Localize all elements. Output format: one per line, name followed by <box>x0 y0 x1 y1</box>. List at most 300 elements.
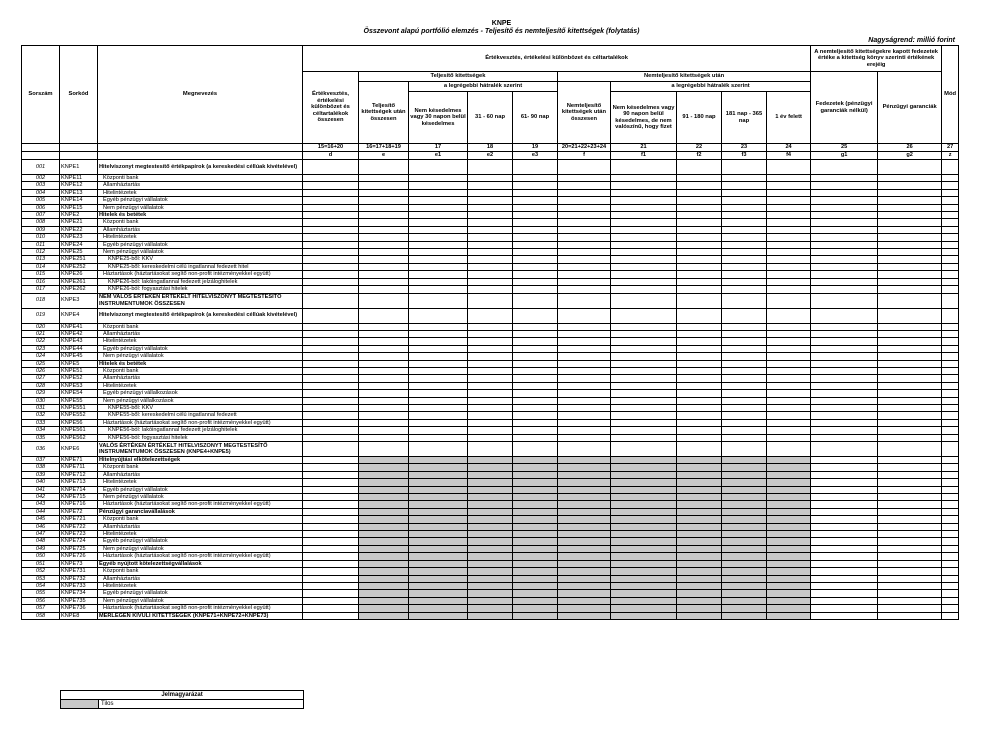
data-cell[interactable] <box>611 471 677 478</box>
data-cell[interactable] <box>611 345 677 352</box>
data-cell[interactable] <box>722 531 767 538</box>
data-cell[interactable] <box>303 605 359 612</box>
data-cell[interactable] <box>303 575 359 582</box>
data-cell[interactable] <box>359 486 409 493</box>
data-cell[interactable] <box>409 226 468 233</box>
data-cell[interactable] <box>409 263 468 270</box>
data-cell[interactable] <box>942 494 959 501</box>
data-cell[interactable] <box>811 375 878 382</box>
data-cell[interactable] <box>677 419 722 426</box>
data-cell[interactable] <box>878 427 942 434</box>
data-cell[interactable] <box>558 486 611 493</box>
data-cell[interactable] <box>558 479 611 486</box>
data-cell[interactable] <box>677 597 722 604</box>
data-cell[interactable] <box>677 353 722 360</box>
data-cell[interactable] <box>677 457 722 464</box>
data-cell[interactable] <box>942 560 959 567</box>
data-cell[interactable] <box>468 560 513 567</box>
data-cell[interactable] <box>722 471 767 478</box>
data-cell[interactable] <box>513 494 558 501</box>
data-cell[interactable] <box>611 360 677 367</box>
data-cell[interactable] <box>878 553 942 560</box>
data-cell[interactable] <box>811 590 878 597</box>
data-cell[interactable] <box>767 263 811 270</box>
data-cell[interactable] <box>767 412 811 419</box>
data-cell[interactable] <box>677 204 722 211</box>
data-cell[interactable] <box>513 330 558 337</box>
data-cell[interactable] <box>811 605 878 612</box>
data-cell[interactable] <box>811 427 878 434</box>
data-cell[interactable] <box>513 516 558 523</box>
data-cell[interactable] <box>811 568 878 575</box>
data-cell[interactable] <box>409 286 468 293</box>
data-cell[interactable] <box>767 486 811 493</box>
data-cell[interactable] <box>677 241 722 248</box>
data-cell[interactable] <box>303 612 359 619</box>
data-cell[interactable] <box>409 457 468 464</box>
data-cell[interactable] <box>811 278 878 285</box>
data-cell[interactable] <box>468 293 513 308</box>
data-cell[interactable] <box>409 175 468 182</box>
data-cell[interactable] <box>942 516 959 523</box>
data-cell[interactable] <box>942 219 959 226</box>
data-cell[interactable] <box>558 160 611 175</box>
data-cell[interactable] <box>303 160 359 175</box>
data-cell[interactable] <box>811 412 878 419</box>
data-cell[interactable] <box>558 323 611 330</box>
data-cell[interactable] <box>722 442 767 457</box>
data-cell[interactable] <box>303 590 359 597</box>
data-cell[interactable] <box>558 501 611 508</box>
data-cell[interactable] <box>303 523 359 530</box>
data-cell[interactable] <box>677 182 722 189</box>
data-cell[interactable] <box>811 582 878 589</box>
data-cell[interactable] <box>677 323 722 330</box>
data-cell[interactable] <box>468 271 513 278</box>
data-cell[interactable] <box>409 568 468 575</box>
data-cell[interactable] <box>611 494 677 501</box>
data-cell[interactable] <box>942 353 959 360</box>
data-cell[interactable] <box>677 175 722 182</box>
data-cell[interactable] <box>611 612 677 619</box>
data-cell[interactable] <box>558 367 611 374</box>
data-cell[interactable] <box>767 375 811 382</box>
data-cell[interactable] <box>611 412 677 419</box>
data-cell[interactable] <box>611 353 677 360</box>
data-cell[interactable] <box>878 286 942 293</box>
data-cell[interactable] <box>303 219 359 226</box>
data-cell[interactable] <box>942 486 959 493</box>
data-cell[interactable] <box>722 234 767 241</box>
data-cell[interactable] <box>513 323 558 330</box>
data-cell[interactable] <box>677 508 722 515</box>
data-cell[interactable] <box>359 545 409 552</box>
data-cell[interactable] <box>303 175 359 182</box>
data-cell[interactable] <box>878 397 942 404</box>
data-cell[interactable] <box>722 278 767 285</box>
data-cell[interactable] <box>677 338 722 345</box>
data-cell[interactable] <box>767 553 811 560</box>
data-cell[interactable] <box>513 182 558 189</box>
data-cell[interactable] <box>942 531 959 538</box>
data-cell[interactable] <box>677 442 722 457</box>
data-cell[interactable] <box>468 189 513 196</box>
data-cell[interactable] <box>558 471 611 478</box>
data-cell[interactable] <box>513 560 558 567</box>
data-cell[interactable] <box>409 538 468 545</box>
data-cell[interactable] <box>942 419 959 426</box>
data-cell[interactable] <box>767 204 811 211</box>
data-cell[interactable] <box>811 204 878 211</box>
data-cell[interactable] <box>811 442 878 457</box>
data-cell[interactable] <box>767 286 811 293</box>
data-cell[interactable] <box>722 434 767 441</box>
data-cell[interactable] <box>722 204 767 211</box>
data-cell[interactable] <box>677 404 722 411</box>
data-cell[interactable] <box>878 508 942 515</box>
data-cell[interactable] <box>677 189 722 196</box>
data-cell[interactable] <box>468 479 513 486</box>
data-cell[interactable] <box>611 397 677 404</box>
data-cell[interactable] <box>811 560 878 567</box>
data-cell[interactable] <box>558 531 611 538</box>
data-cell[interactable] <box>878 182 942 189</box>
data-cell[interactable] <box>722 271 767 278</box>
data-cell[interactable] <box>558 412 611 419</box>
data-cell[interactable] <box>722 523 767 530</box>
data-cell[interactable] <box>409 442 468 457</box>
data-cell[interactable] <box>722 486 767 493</box>
data-cell[interactable] <box>611 479 677 486</box>
data-cell[interactable] <box>722 538 767 545</box>
data-cell[interactable] <box>513 582 558 589</box>
data-cell[interactable] <box>513 590 558 597</box>
data-cell[interactable] <box>558 553 611 560</box>
data-cell[interactable] <box>722 353 767 360</box>
data-cell[interactable] <box>303 182 359 189</box>
data-cell[interactable] <box>513 427 558 434</box>
data-cell[interactable] <box>359 605 409 612</box>
data-cell[interactable] <box>722 597 767 604</box>
data-cell[interactable] <box>513 382 558 389</box>
data-cell[interactable] <box>611 390 677 397</box>
data-cell[interactable] <box>558 545 611 552</box>
data-cell[interactable] <box>878 538 942 545</box>
data-cell[interactable] <box>303 330 359 337</box>
data-cell[interactable] <box>878 382 942 389</box>
data-cell[interactable] <box>878 249 942 256</box>
data-cell[interactable] <box>722 330 767 337</box>
data-cell[interactable] <box>303 582 359 589</box>
data-cell[interactable] <box>359 204 409 211</box>
data-cell[interactable] <box>677 494 722 501</box>
data-cell[interactable] <box>722 457 767 464</box>
data-cell[interactable] <box>811 175 878 182</box>
data-cell[interactable] <box>878 271 942 278</box>
data-cell[interactable] <box>359 189 409 196</box>
data-cell[interactable] <box>677 197 722 204</box>
data-cell[interactable] <box>468 464 513 471</box>
data-cell[interactable] <box>767 234 811 241</box>
data-cell[interactable] <box>468 286 513 293</box>
data-cell[interactable] <box>811 382 878 389</box>
data-cell[interactable] <box>303 560 359 567</box>
data-cell[interactable] <box>611 271 677 278</box>
data-cell[interactable] <box>611 516 677 523</box>
data-cell[interactable] <box>558 419 611 426</box>
data-cell[interactable] <box>767 568 811 575</box>
data-cell[interactable] <box>878 545 942 552</box>
data-cell[interactable] <box>767 457 811 464</box>
data-cell[interactable] <box>409 219 468 226</box>
data-cell[interactable] <box>409 308 468 323</box>
data-cell[interactable] <box>468 175 513 182</box>
data-cell[interactable] <box>303 226 359 233</box>
data-cell[interactable] <box>611 575 677 582</box>
data-cell[interactable] <box>359 471 409 478</box>
data-cell[interactable] <box>409 249 468 256</box>
data-cell[interactable] <box>942 457 959 464</box>
data-cell[interactable] <box>611 197 677 204</box>
data-cell[interactable] <box>468 516 513 523</box>
data-cell[interactable] <box>611 501 677 508</box>
data-cell[interactable] <box>878 204 942 211</box>
data-cell[interactable] <box>359 293 409 308</box>
data-cell[interactable] <box>767 367 811 374</box>
data-cell[interactable] <box>722 404 767 411</box>
data-cell[interactable] <box>513 249 558 256</box>
data-cell[interactable] <box>942 286 959 293</box>
data-cell[interactable] <box>409 256 468 263</box>
data-cell[interactable] <box>359 397 409 404</box>
data-cell[interactable] <box>359 226 409 233</box>
data-cell[interactable] <box>722 182 767 189</box>
data-cell[interactable] <box>303 278 359 285</box>
data-cell[interactable] <box>811 189 878 196</box>
data-cell[interactable] <box>878 234 942 241</box>
data-cell[interactable] <box>611 582 677 589</box>
data-cell[interactable] <box>677 226 722 233</box>
data-cell[interactable] <box>359 412 409 419</box>
data-cell[interactable] <box>878 605 942 612</box>
data-cell[interactable] <box>513 212 558 219</box>
data-cell[interactable] <box>878 197 942 204</box>
data-cell[interactable] <box>811 286 878 293</box>
data-cell[interactable] <box>722 175 767 182</box>
data-cell[interactable] <box>811 256 878 263</box>
data-cell[interactable] <box>303 338 359 345</box>
data-cell[interactable] <box>611 442 677 457</box>
data-cell[interactable] <box>878 375 942 382</box>
data-cell[interactable] <box>513 568 558 575</box>
data-cell[interactable] <box>409 360 468 367</box>
data-cell[interactable] <box>409 241 468 248</box>
data-cell[interactable] <box>722 293 767 308</box>
data-cell[interactable] <box>811 545 878 552</box>
data-cell[interactable] <box>409 382 468 389</box>
data-cell[interactable] <box>767 382 811 389</box>
data-cell[interactable] <box>468 212 513 219</box>
data-cell[interactable] <box>558 494 611 501</box>
data-cell[interactable] <box>811 197 878 204</box>
data-cell[interactable] <box>558 353 611 360</box>
data-cell[interactable] <box>303 382 359 389</box>
data-cell[interactable] <box>468 197 513 204</box>
data-cell[interactable] <box>558 404 611 411</box>
data-cell[interactable] <box>942 189 959 196</box>
data-cell[interactable] <box>811 553 878 560</box>
data-cell[interactable] <box>359 375 409 382</box>
data-cell[interactable] <box>513 241 558 248</box>
data-cell[interactable] <box>942 293 959 308</box>
data-cell[interactable] <box>942 568 959 575</box>
data-cell[interactable] <box>767 508 811 515</box>
data-cell[interactable] <box>878 523 942 530</box>
data-cell[interactable] <box>722 508 767 515</box>
data-cell[interactable] <box>878 419 942 426</box>
data-cell[interactable] <box>611 434 677 441</box>
data-cell[interactable] <box>409 434 468 441</box>
data-cell[interactable] <box>677 560 722 567</box>
data-cell[interactable] <box>767 353 811 360</box>
data-cell[interactable] <box>878 501 942 508</box>
data-cell[interactable] <box>359 457 409 464</box>
data-cell[interactable] <box>303 545 359 552</box>
data-cell[interactable] <box>468 256 513 263</box>
data-cell[interactable] <box>468 234 513 241</box>
data-cell[interactable] <box>513 226 558 233</box>
data-cell[interactable] <box>677 605 722 612</box>
data-cell[interactable] <box>878 494 942 501</box>
data-cell[interactable] <box>468 345 513 352</box>
data-cell[interactable] <box>767 212 811 219</box>
data-cell[interactable] <box>303 271 359 278</box>
data-cell[interactable] <box>409 523 468 530</box>
data-cell[interactable] <box>722 212 767 219</box>
data-cell[interactable] <box>303 538 359 545</box>
data-cell[interactable] <box>677 538 722 545</box>
data-cell[interactable] <box>303 479 359 486</box>
data-cell[interactable] <box>811 419 878 426</box>
data-cell[interactable] <box>767 404 811 411</box>
data-cell[interactable] <box>558 241 611 248</box>
data-cell[interactable] <box>513 278 558 285</box>
data-cell[interactable] <box>942 308 959 323</box>
data-cell[interactable] <box>677 278 722 285</box>
data-cell[interactable] <box>942 508 959 515</box>
data-cell[interactable] <box>677 464 722 471</box>
data-cell[interactable] <box>878 390 942 397</box>
data-cell[interactable] <box>468 278 513 285</box>
data-cell[interactable] <box>722 590 767 597</box>
data-cell[interactable] <box>558 360 611 367</box>
data-cell[interactable] <box>611 263 677 270</box>
data-cell[interactable] <box>558 204 611 211</box>
data-cell[interactable] <box>878 330 942 337</box>
data-cell[interactable] <box>811 345 878 352</box>
data-cell[interactable] <box>468 494 513 501</box>
data-cell[interactable] <box>303 204 359 211</box>
data-cell[interactable] <box>942 575 959 582</box>
data-cell[interactable] <box>878 278 942 285</box>
data-cell[interactable] <box>409 293 468 308</box>
data-cell[interactable] <box>722 605 767 612</box>
data-cell[interactable] <box>611 560 677 567</box>
data-cell[interactable] <box>359 367 409 374</box>
data-cell[interactable] <box>611 160 677 175</box>
data-cell[interactable] <box>677 479 722 486</box>
data-cell[interactable] <box>722 479 767 486</box>
data-cell[interactable] <box>558 516 611 523</box>
data-cell[interactable] <box>513 271 558 278</box>
data-cell[interactable] <box>677 390 722 397</box>
data-cell[interactable] <box>811 486 878 493</box>
data-cell[interactable] <box>513 597 558 604</box>
data-cell[interactable] <box>409 479 468 486</box>
data-cell[interactable] <box>303 390 359 397</box>
data-cell[interactable] <box>303 323 359 330</box>
data-cell[interactable] <box>722 427 767 434</box>
data-cell[interactable] <box>611 189 677 196</box>
data-cell[interactable] <box>513 404 558 411</box>
data-cell[interactable] <box>359 241 409 248</box>
data-cell[interactable] <box>942 175 959 182</box>
data-cell[interactable] <box>359 531 409 538</box>
data-cell[interactable] <box>677 545 722 552</box>
data-cell[interactable] <box>811 404 878 411</box>
data-cell[interactable] <box>942 412 959 419</box>
data-cell[interactable] <box>468 404 513 411</box>
data-cell[interactable] <box>722 560 767 567</box>
data-cell[interactable] <box>942 263 959 270</box>
data-cell[interactable] <box>409 412 468 419</box>
data-cell[interactable] <box>513 204 558 211</box>
data-cell[interactable] <box>811 241 878 248</box>
data-cell[interactable] <box>611 338 677 345</box>
data-cell[interactable] <box>878 575 942 582</box>
data-cell[interactable] <box>942 404 959 411</box>
data-cell[interactable] <box>611 219 677 226</box>
data-cell[interactable] <box>409 590 468 597</box>
data-cell[interactable] <box>468 597 513 604</box>
data-cell[interactable] <box>513 263 558 270</box>
data-cell[interactable] <box>611 404 677 411</box>
data-cell[interactable] <box>303 360 359 367</box>
data-cell[interactable] <box>677 434 722 441</box>
data-cell[interactable] <box>811 249 878 256</box>
data-cell[interactable] <box>878 404 942 411</box>
data-cell[interactable] <box>878 582 942 589</box>
data-cell[interactable] <box>558 442 611 457</box>
data-cell[interactable] <box>558 560 611 567</box>
data-cell[interactable] <box>677 219 722 226</box>
data-cell[interactable] <box>611 323 677 330</box>
data-cell[interactable] <box>303 464 359 471</box>
data-cell[interactable] <box>513 367 558 374</box>
data-cell[interactable] <box>409 212 468 219</box>
data-cell[interactable] <box>359 175 409 182</box>
data-cell[interactable] <box>303 457 359 464</box>
data-cell[interactable] <box>303 597 359 604</box>
data-cell[interactable] <box>722 197 767 204</box>
data-cell[interactable] <box>878 160 942 175</box>
data-cell[interactable] <box>468 219 513 226</box>
data-cell[interactable] <box>513 508 558 515</box>
data-cell[interactable] <box>677 575 722 582</box>
data-cell[interactable] <box>303 516 359 523</box>
data-cell[interactable] <box>468 330 513 337</box>
data-cell[interactable] <box>513 308 558 323</box>
